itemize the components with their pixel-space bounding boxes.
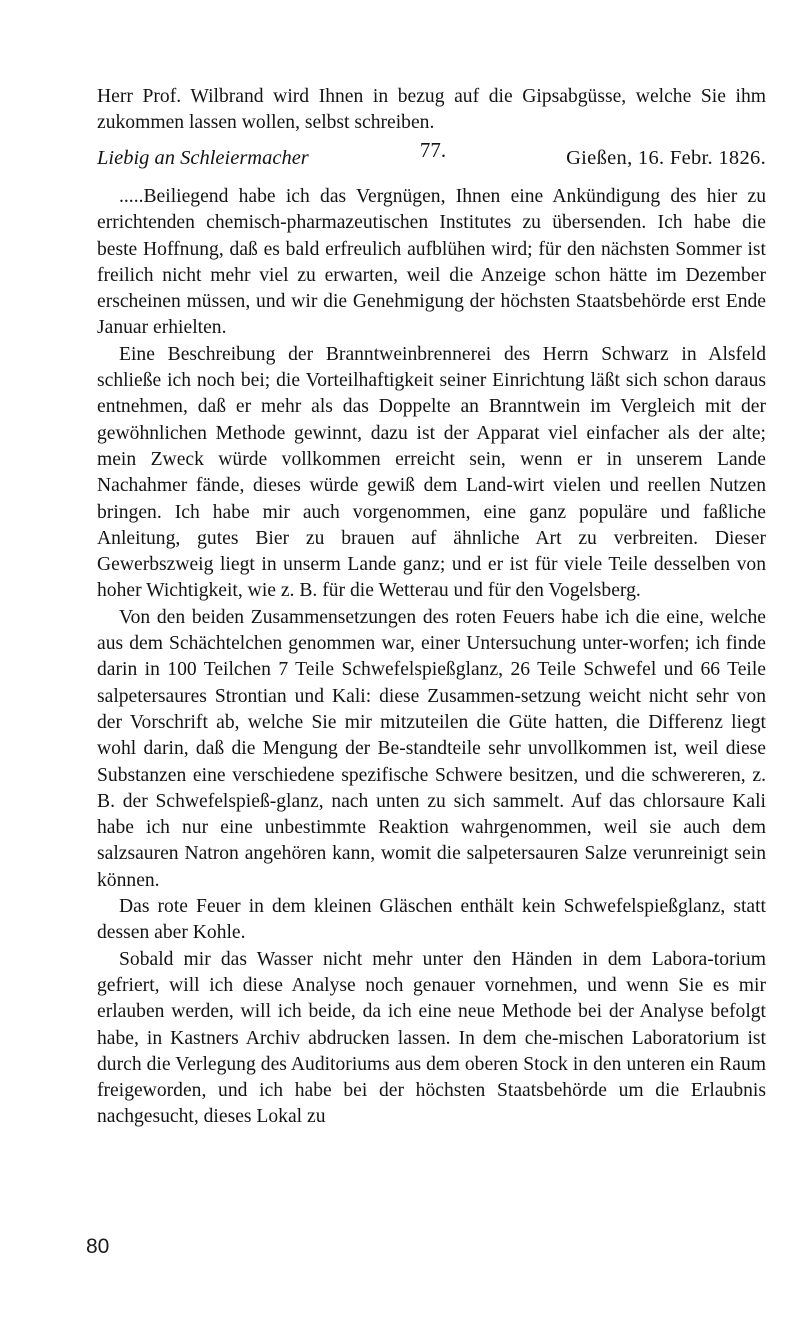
intro-paragraph: Herr Prof. Wilbrand wird Ihnen in bezug auf die Gipsabgüsse, welche Sie ihm zukommen lassen wollen, selbst schreiben. xyxy=(97,86,766,134)
body-paragraph-1: .....Beiliegend habe ich das Vergnügen, Ihnen eine Ankündigung des hier zu errichtenden chemisch-pharmazeutischen Institutes zu übersenden. Ich habe die beste Hoffnung, daß es bald erfreulich aufblühen wird; für den nächsten Sommer ist freilich nicht mehr viel zu erwarten, weil die Anzeige schon hätte im Dezember erscheinen müssen, und wir die Genehmigung der höchsten Staatsbehörde erst Ende Januar erhielten. xyxy=(97,186,766,339)
page-number: 80 xyxy=(86,1235,110,1258)
intro-text-block xyxy=(97,84,766,137)
letter-header xyxy=(97,138,766,178)
letter-sender: Liebig an Schleiermacher xyxy=(97,147,309,169)
letter-number: 77. xyxy=(419,138,447,162)
body-paragraph-2: Eine Beschreibung der Branntweinbrennerei des Herrn Schwarz in Alsfeld schließe ich noch bei; die Vorteilhaftigkeit seiner Einrichtung läßt sich schon daraus entnehmen, daß er mehr als das Doppelte an Branntwein im Vergleich mit der gewöhnlichen Methode gewinnt, dazu ist der Apparat viel einfacher als der alte; mein Zweck würde vollkommen erreicht sein, wenn er in unserem Lande Nachahmer fände, dieses würde gewiß dem Land-wirt vielen und reellen Nutzen bringen. Ich habe mir auch vorgenommen, eine ganz populäre und faßliche Anleitung, gutes Bier zu brauen auf ähnliche Art zu verbreiten. Dieser Gewerbszweig liegt in unserm Lande ganz; und er ist für viele Teile desselben von hoher Wichtigkeit, wie z. B. für die Wetterau und für den Vogelsberg. xyxy=(97,343,766,602)
letter-body xyxy=(97,184,766,1131)
body-paragraph-4: Das rote Feuer in dem kleinen Gläschen enthält kein Schwefelspießglanz, statt dessen aber Kohle. xyxy=(97,896,766,944)
body-paragraph-5: Sobald mir das Wasser nicht mehr unter den Händen in dem Labora-torium gefriert, will ich diese Analyse noch genauer vornehmen, und wenn Sie es mir erlauben werden, will ich beide, da ich eine neue Methode bei der Analyse befolgt habe, in Kastners Archiv abdrucken lassen. In dem che-mischen Laboratorium ist durch die Verlegung des Auditoriums aus dem oberen Stock in den unteren ein Raum freigeworden, und ich habe bei der höchsten Staatsbehörde um die Erlaubnis nachgesucht, dieses Lokal zu xyxy=(97,948,766,1128)
letter-place-date: Gießen, 16. Febr. 1826. xyxy=(566,147,766,169)
body-paragraph-3: Von den beiden Zusammensetzungen des roten Feuers habe ich die eine, welche aus dem Schächtelchen genommen war, einer Untersuchung unter-worfen; ich finde darin in 100 Teilchen 7 Teile Schwefelspießglanz, 26 Teile Schwefel und 66 Teile salpetersaures Strontian und Kali: diese Zusammen-setzung weicht nicht sehr von der Vorschrift ab, welche Sie mir mitzuteilen die Güte hatten, die Differenz liegt wohl darin, daß die Mengung der Be-standteile sehr unvollkommen ist, weil diese Substanzen eine verschiedene spezifische Schwere besitzen, und die schwereren, z. B. der Schwefelspieß-glanz, nach unten zu sich sammelt. Auf das chlorsaure Kali habe ich nur eine unbestimmte Reaktion wahrgenommen, weil sie auch dem salzsauren Natron angehören kann, womit die salpetersauren Salze verunreinigt sein können. xyxy=(97,606,766,891)
